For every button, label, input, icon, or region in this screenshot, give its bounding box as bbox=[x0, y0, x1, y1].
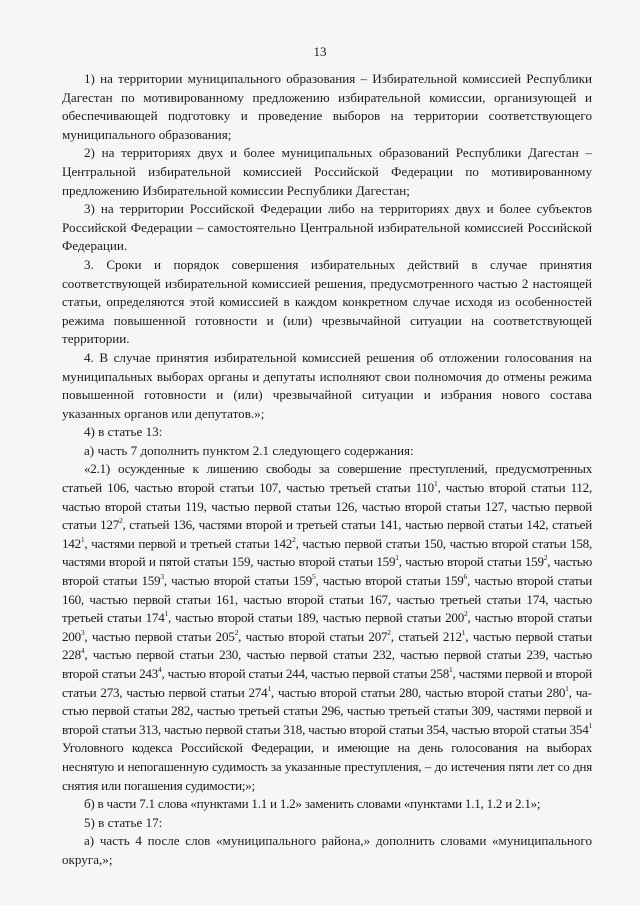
paragraph-article-13-b: б) в части 7.1 слова «пунктами 1.1 и 1.2» заменить словами «пунктами 1.1, 1.2 и 2.1»; bbox=[84, 796, 541, 812]
point-2-1-run: , частью второй статьи 112, частью второй статьи 119, частью первой статьи 126, частью второй статьи 127, частью первой статьи 127 bbox=[62, 480, 592, 533]
point-2-1-run: , частями первой и второй статьи 273, частью первой статьи 274 bbox=[62, 666, 593, 700]
superscript-200-3: 3 bbox=[80, 627, 85, 637]
point-2-1-run: , статьей 212 bbox=[390, 628, 462, 644]
superscript-142-2: 2 bbox=[292, 534, 296, 544]
superscript-159-5: 5 bbox=[311, 572, 316, 582]
point-2-1-run: , частью первой статьи 228 bbox=[62, 628, 592, 663]
superscript-110-1: 1 bbox=[433, 479, 438, 489]
superscript-280-1: 1 bbox=[565, 683, 569, 693]
superscript-159-3: 3 bbox=[160, 572, 164, 582]
superscript-159-6: 6 bbox=[463, 572, 468, 582]
point-2-1-run: , частью первой статьи 282, частью третьей статьи 296, частью третьей статьи 309, частями первой и второй статьи 313, частью первой статьи 318, частью второй статьи 354, частью второй статьи 354 bbox=[62, 684, 592, 737]
superscript-274-1: 1 bbox=[267, 683, 271, 693]
superscript-200-2: 2 bbox=[464, 609, 468, 619]
paragraph-part-4-postponement: 4. В случае принятия избирательной комиссией решения об отложении голосования на муниципальных выборах органы и депутаты исполняют свои полномочия до отмены режима повышенной готовности и (или) чрезвычайной ситуации и избрания нового состава указанных органов или депутатов.»; bbox=[62, 349, 592, 421]
superscript-354-1: 1 bbox=[588, 720, 592, 730]
paragraph-article-17-a: а) часть 4 после слов «муниципального района,» дополнить словами «муниципального округа,»; bbox=[62, 833, 592, 867]
superscript-243-4: 4 bbox=[157, 665, 162, 674]
document-body bbox=[62, 70, 592, 870]
superscript-127-2: 2 bbox=[119, 516, 123, 526]
superscript-159-1: 1 bbox=[395, 553, 399, 563]
paragraph-part-3-terms: 3. Сроки и порядок совершения избирательных действий в случае принятия соответствующей избирательной комиссией решения, предусмотренного частью 2 настоящей статьи, определяются этой комиссией в каждом конкретном случае исходя из особенностей режима повышенной готовности и (или) чрезвычайной ситуации на соответствующей территории. bbox=[62, 256, 592, 347]
superscript-205-2: 2 bbox=[234, 627, 239, 637]
point-2-1-run: , частью второй статьи 159 bbox=[62, 554, 592, 589]
point-2-1-run: , частью второй статьи 159 bbox=[315, 573, 464, 589]
superscript-159-2: 2 bbox=[543, 553, 548, 563]
paragraph-item-1-municipal: 1) на территории муниципального образования – Избирательной комиссией Республики Дагестан по мотивированному предложению избирательной комиссии, организующей и обеспечивающей подготовку и проведение выборов на территории соответствующего муниципального образования; bbox=[62, 71, 592, 142]
point-2-1-run: , частью первой статьи 230, частью первой статьи 232, частью первой статьи 239, частью второй статьи 243 bbox=[62, 647, 592, 681]
superscript-212-1: 1 bbox=[461, 627, 466, 637]
point-2-1-run: , частью первой статьи 150, частью второй статьи 158, частями второй и пятой статьи 159, частью второй статьи 159 bbox=[62, 535, 592, 570]
paragraph-article-17-heading: 5) в статье 17: bbox=[84, 814, 163, 830]
point-2-1-run: , частью второй статьи 200 bbox=[62, 610, 592, 644]
superscript-142-1: 1 bbox=[80, 534, 85, 544]
point-2-1-run: , частью первой статьи 205 bbox=[84, 628, 235, 644]
point-2-1-run: , частью второй статьи 160, частью первой статьи 161, частью второй статьи 167, частью третьей статьи 174, частью третьей статьи 174 bbox=[62, 573, 592, 626]
superscript-174-1: 1 bbox=[164, 609, 169, 619]
point-2-1-run: , частью второй статьи 189, частью первой статьи 200 bbox=[168, 610, 464, 626]
page-number: 13 bbox=[313, 44, 327, 59]
point-2-1-run: , частью второй статьи 280, частью второй статьи 280 bbox=[270, 684, 566, 700]
superscript-207-2: 2 bbox=[387, 627, 391, 637]
superscript-228-4: 4 bbox=[80, 646, 85, 656]
point-2-1-run: , частью второй статьи 207 bbox=[238, 628, 388, 644]
point-2-1-run: , частями первой и третьей статьи 142 bbox=[84, 535, 293, 551]
point-2-1-run: Уголовного кодекса Российской Федерации, и имеющие на день голосования на выборах неснятую и непогашенную судимость за указанные преступления, – до истечения пяти лет со дня снятия или погашения судимости;»; bbox=[62, 740, 592, 793]
paragraph-article-13-heading: 4) в статье 13: bbox=[84, 424, 163, 440]
point-2-1-run: , частью второй статьи 159 bbox=[398, 554, 544, 570]
paragraph-item-2-two-municipal: 2) на территориях двух и более муниципальных образований Республики Дагестан – Центральной избирательной комиссией Российской Федерации по мотивированному предложению Избирательной комиссии Республики Дагестан; bbox=[62, 145, 592, 198]
point-2-1-run: , частью второй статьи 159 bbox=[163, 573, 312, 589]
paragraph-point-2-1 bbox=[62, 460, 592, 795]
paragraph-article-13-a: а) часть 7 дополнить пунктом 2.1 следующего содержания: bbox=[84, 442, 414, 458]
point-2-1-run: , статьей 136, частями второй и третьей статьи 141, частью первой статьи 142, статьей 142 bbox=[62, 517, 593, 551]
superscript-258-1: 1 bbox=[449, 665, 453, 674]
point-2-1-run: , частью второй статьи 244, частью первой статьи 258 bbox=[161, 666, 450, 681]
paragraph-item-3-federation: 3) на территории Российской Федерации либо на территориях двух и более субъектов Российской Федерации – самостоятельно Центральной избирательной комиссией Российской Федерации. bbox=[62, 201, 592, 254]
point-2-1-run: «2.1) осужденные к лишению свободы за совершение преступлений, предусмотренных статьей 106, частью второй статьи 107, частью третьей статьи 110 bbox=[62, 461, 592, 496]
